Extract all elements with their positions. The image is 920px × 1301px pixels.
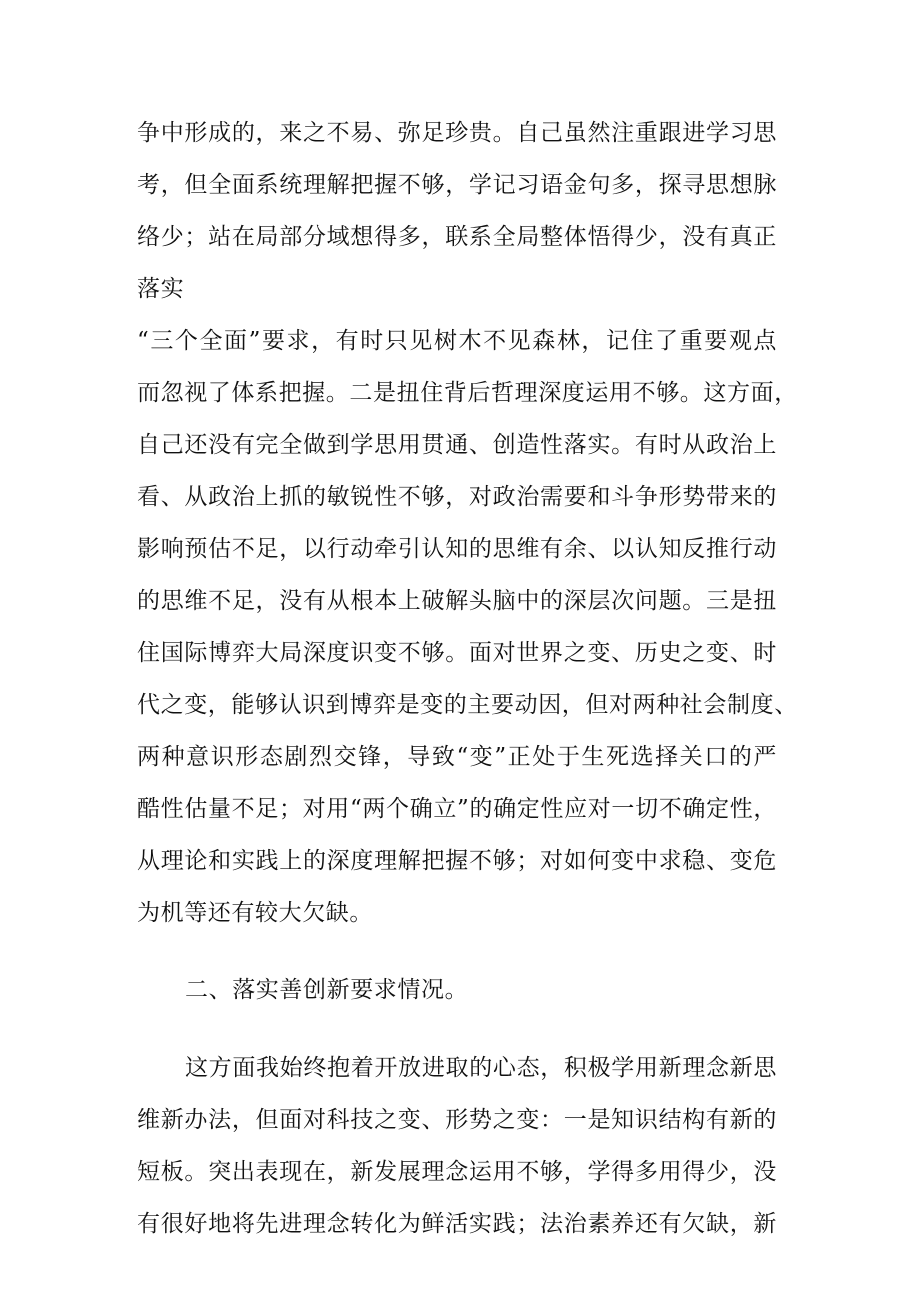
paragraph-line: 考，但全面系统理解把握不够，学记习语金句多，探寻思想脉 (137, 172, 777, 198)
paragraph-line: 影响预估不足，以行动牵引认知的思维有余、以认知反推行动 (137, 536, 777, 562)
paragraph-line: 而忽视了体系把握。二是扭住背后哲理深度运用不够。这方面， (137, 380, 798, 406)
paragraph-line: 络少；站在局部分域想得多，联系全局整体悟得少，没有真正 (137, 224, 777, 250)
paragraph-line: 看、从政治上抓的敏锐性不够，对政治需要和斗争形势带来的 (137, 484, 777, 510)
paragraph-line: 自己还没有完全做到学思用贯通、创造性落实。有时从政治上 (137, 432, 777, 458)
paragraph-line: 维新办法，但面对科技之变、形势之变：一是知识结构有新的 (137, 1107, 777, 1133)
paragraph-line: 代之变，能够认识到博弈是变的主要动因，但对两种社会制度、 (137, 692, 798, 718)
paragraph-line: “三个全面”要求，有时只见树木不见森林，记住了重要观点 (137, 328, 777, 354)
paragraph-line: 从理论和实践上的深度理解把握不够；对如何变中求稳、变危 (137, 848, 777, 874)
paragraph-line: 争中形成的，来之不易、弥足珍贵。自己虽然注重跟进学习思 (137, 120, 777, 146)
paragraph-line: 短板。突出表现在，新发展理念运用不够，学得多用得少，没 (137, 1159, 777, 1185)
paragraph-line: 两种意识形态剧烈交锋，导致“变”正处于生死选择关口的严 (137, 744, 777, 770)
paragraph-line: 这方面我始终抱着开放进取的心态，积极学用新理念新思 (185, 1055, 777, 1081)
paragraph-line: 有很好地将先进理念转化为鲜活实践；法治素养还有欠缺，新 (137, 1211, 777, 1237)
paragraph-line: 住国际博弈大局深度识变不够。面对世界之变、历史之变、时 (137, 640, 777, 666)
paragraph-line: 为机等还有较大欠缺。 (137, 900, 373, 926)
paragraph-line: 酷性估量不足；对用“两个确立”的确定性应对一切不确定性， (137, 796, 777, 822)
paragraph-line: 落实 (137, 276, 185, 302)
paragraph-line: 的思维不足，没有从根本上破解头脑中的深层次问题。三是扭 (137, 588, 777, 614)
section-heading: 二、落实善创新要求情况。 (185, 977, 469, 1003)
